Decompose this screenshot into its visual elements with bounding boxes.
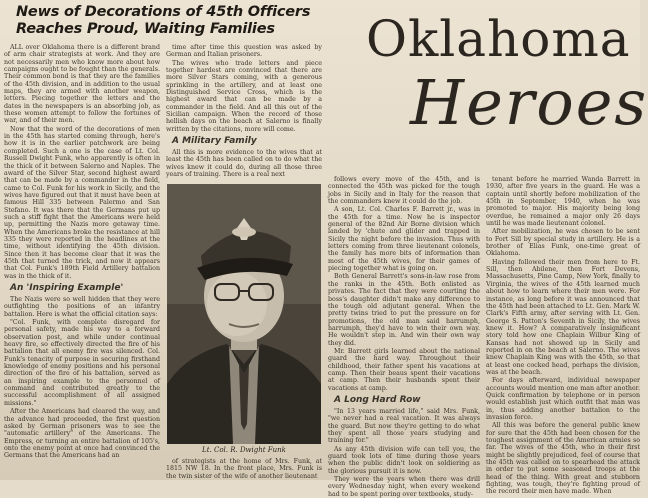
- paragraph: time after time this question was asked by German and Italian prisoners.: [166, 44, 322, 59]
- paragraph: A son, Lt. Col. Charles F. Barrett jr., was in the 45th for a time. Now he is inspector general of the 82nd Air Borne division which landed by 'chute and glider and trapped in Sicily the night before the invasion. Thus with letters coming from three lieutenant colonels, the family has more bits of information than most of the 45th wives, for their games of piecing together what is going on.: [328, 206, 480, 273]
- subhead-inspiring-example: An 'Inspiring Example': [10, 283, 124, 293]
- paragraph: Both General Barrett's sons-in-law rose from the ranks in the 45th. Both enlisted as privates. The fact that they were courting the boss's daughter didn't make any difference to the tough old adjutant general. When the pretty twins tried to put the pressure on for promotions, the old man said harrumph, harrumph, they'd have to win their own way. He wouldn't step in. And win their own way they did.: [328, 273, 480, 347]
- paragraph: The Nazis were so well hidden that they were outfighting the positions of an infantry battalion. Here is what the official citation says:: [4, 296, 160, 318]
- subhead-long-hard-row: A Long Hard Row: [334, 394, 421, 405]
- paragraph: The wives who trade letters and piece together hardest are convinced that there are more Silver Stars coming, with a generous sprinkling in the artillery, and at least one Distinguished Service Cross, which is the highest award that can be made by a commander in the field. And all this out of the Sicilian campaign. When the record of those hellish days on the beach at Salerno is finally written by the citations, more will come.: [166, 59, 322, 133]
- paragraph: They were the years when there was drill every Wednesday night, when every weekend had to be spent poring over textbooks, study-: [328, 476, 480, 498]
- paragraph: As any 45th division wife can tell you, the guard took lots of time during those years when the public didn't look on soldiering as the glorious pursuit it is now.: [328, 445, 480, 475]
- headline-line-1: News of Decorations of 45th Officers: [16, 4, 311, 20]
- paragraph: Mr. Barrett girls learned about the national guard the hard way. Throughout their childhood, their father spent his vacations at camp. Then their beaus spent their vacations at camp. Then their husbands spent their vacations at camp.: [328, 347, 480, 392]
- article-column-4: [486, 176, 640, 496]
- paragraph: "Col. Funk, with complete disregard for personal safety, made his way to a forward observation post, and while under continual heavy fire, so effectively directed the fire of his battalion that all enemy fire was silenced. Col. Funk's tenacity of purpose in securing firsthand knowledge of enemy positions and his personal direction of the fire of his battalion, served as an inspiring example to the personnel of command and contributed greatly to the successful accomplishment of all assigned missions.": [4, 319, 160, 407]
- portrait-illustration: [167, 184, 321, 444]
- paragraph: All this was before the general public knew for sure that the 45th had been chosen for the toughest assignment of the American armies so far. The wives of the 45th, who in their first might be slightly prejudiced, feel of course that the 45th was called on to spearhead the attack in order to put some seasoned troops at the head of the thing. With great and stubborn fighting, was tough, they're fighting proud of the record their men have made. When: [486, 422, 640, 496]
- paragraph: of strategists at the home of Mrs. Funk, at 1815 NW 18. In the front place, Mrs. Funk is the twin sister of the wife of another lieutenant: [166, 458, 322, 480]
- masthead-line-heroes: Heroes: [410, 66, 648, 139]
- headline-line-2: Reaches Proud, Waiting Families: [16, 21, 275, 37]
- paragraph: For days afterward, individual newspaper accounts would mention one man after another. Quick confirmation by telephone or in person would establish just which outfit that man was in, thus adding another battalion to the invasion force.: [486, 377, 640, 421]
- masthead-line-oklahoma: Oklahoma: [366, 10, 631, 68]
- paragraph: Now that the word of the decorations of men in the 45th has started coming through, here's how it is in the earlier patchwork are being completed. Such a one is the case of Lt. Col. Russell Dwight Funk, who apparently is often in the thick of it between Salerno and Naples. The award of the Silver Star, second highest award that can be made by a commander in the field, came to Col. Funk for his work in Sicily, and the wives have figured out that it must have been at famous Hill 335 between Palermo and San Stefano. It was there that the Germans put up such a stiff fight that the Americans were held up, permitting the Nazis more getaway time. When the Americans broke the resistance at hill 335 they were reported in the headlines at the time, without identifying the 45th division. Since then it has become clear that it was the 45th that turned the trick, and now it appears that Col. Funk's 189th Field Artillery battalion was in the thick of it.: [4, 125, 160, 280]
- officer-portrait-photo: [167, 184, 321, 444]
- paragraph: Having followed their men from here to Ft. Sill, then Abilene, then Fort Devens, Massachusetts, Pine Camp, New York, finally to Virginia, the wives of the 45th learned much about how to learn where their men were. For instance, as long before it was announced that the 45th had been attached to Lt. Gen. Mark W. Clark's Fifth army, after serving with Lt. Gen. George S. Patton's Seventh in Sicily, the wives knew it. How? A comparatively insignificant story told how one Chaplain Wilbur King of Kansas had not showed up in Sicily and reported in on the beach at Salerno. The wives knew Chaplain King was with the 45th, so that at least one cocked head, perhaps the division, was at the beach.: [486, 258, 640, 376]
- paragraph: "In 13 years married life," said Mrs. Funk, "we never had a real vacation. It was always the guard. But now they're getting to do what they spent all those years studying and training for.": [328, 407, 480, 445]
- article-column-3: [328, 176, 480, 498]
- article-headline: [16, 4, 316, 38]
- subhead-military-family: A Military Family: [172, 136, 257, 147]
- photo-caption: Lt. Col. R. Dwight Funk: [202, 446, 286, 454]
- paragraph: After the Americans had cleared the way, and the advance had proceeded, the first question asked by German prisoners was to see the "automatic artillery" of the Americans. The Empress, or turning an entire battalion of 105's, onto the enemy point at once had convinced the Germans that the Americans had an: [4, 408, 160, 460]
- article-column-2-continued: [166, 458, 322, 480]
- paragraph: ALL over Oklahoma there is a different brand of arm chair strategists at work. And they are not necessarily men who know more about how campaigns ought to be fought than the generals. Their common bond is that they are the families of the 45th division, and in addition to the usual maps, they are armed with another weapon, letters. Piecing together the letters and the dates in the newspapers is an absorbing job, as these women attempt to follow the fortunes of war, and of their men.: [4, 44, 160, 125]
- paragraph: After mobilization, he was chosen to be sent to Fort Sill by special study in artillery. He is a brother of Elias Funk, one-time great of Oklahoma.: [486, 228, 640, 258]
- paragraph: follows every move of the 45th, and is connected the 45th was picked for the tough jobs in Sicily and in Italy for the reason that the commanders knew it could do the job.: [328, 176, 480, 206]
- article-column-2: [166, 44, 322, 182]
- paragraph: All this is more evidence to the wives that at least the 45th has been called on to do what the wives knew it could do, during all those three years of training. There is a real next: [166, 149, 322, 179]
- article-column-1: [4, 44, 160, 480]
- paragraph: tenant before he married Wanda Barrett in 1930, after five years in the guard. He was a captain until shortly before mobilization of the 45th in September, 1940, when he was promoted to major. His majority being long overdue, he remained a major only 26 days until he was made lieutenant colonel.: [486, 176, 640, 228]
